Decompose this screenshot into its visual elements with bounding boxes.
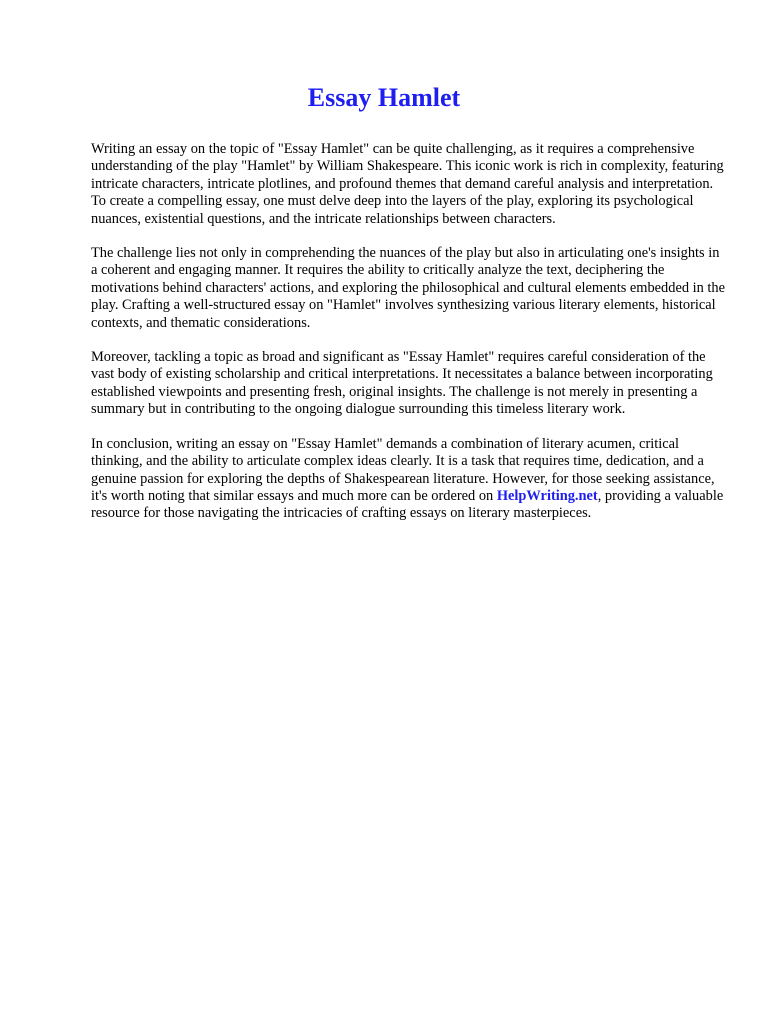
paragraph-conclusion [91, 436, 727, 523]
paragraph-3: Moreover, tackling a topic as broad and significant as "Essay Hamlet" requires careful consideration of the vast body of existing scholarship and critical interpretations. It necessitates a balance between incorporating established viewpoints and presenting fresh, original insights. The challenge is not merely in presenting a summary but in contributing to the ongoing dialogue surrounding this timeless literary work. [91, 349, 713, 418]
helpwriting-link[interactable]: HelpWriting.net [496, 487, 598, 504]
conclusion-text-before-link: In conclusion, writing an essay on "Essay Hamlet" demands a combination of literary acumen, critical thinking, and the ability to articulate complex ideas clearly. It is a task that requires time, dedication, and a genuine passion for exploring the depths of Shakespearean literature. However, for those seeking assistance, it's worth noting that similar essays and much more can be ordered on [91, 435, 715, 504]
paragraph-1: Writing an essay on the topic of "Essay Hamlet" can be quite challenging, as it requires a comprehensive understanding of the play "Hamlet" by William Shakespeare. This iconic work is rich in complexity, featuring intricate characters, intricate plotlines, and profound themes that demand careful analysis and interpretation. To create a compelling essay, one must delve deep into the layers of the play, exploring its psychological nuances, existential questions, and the intricate relationships between characters. [91, 141, 724, 227]
paragraph-2: The challenge lies not only in comprehending the nuances of the play but also in articulating one's insights in a coherent and engaging manner. It requires the ability to critically analyze the text, deciphering the motivations behind characters' actions, and exploring the philosophical and cultural elements embedded in the play. Crafting a well-structured essay on "Hamlet" involves synthesizing various literary elements, historical contexts, and thematic considerations. [91, 245, 725, 331]
conclusion-text-after-link: , providing a valuable resource for those navigating the intricacies of crafting essays on literary masterpieces. [91, 487, 724, 522]
document-title: Essay Hamlet [307, 83, 461, 112]
